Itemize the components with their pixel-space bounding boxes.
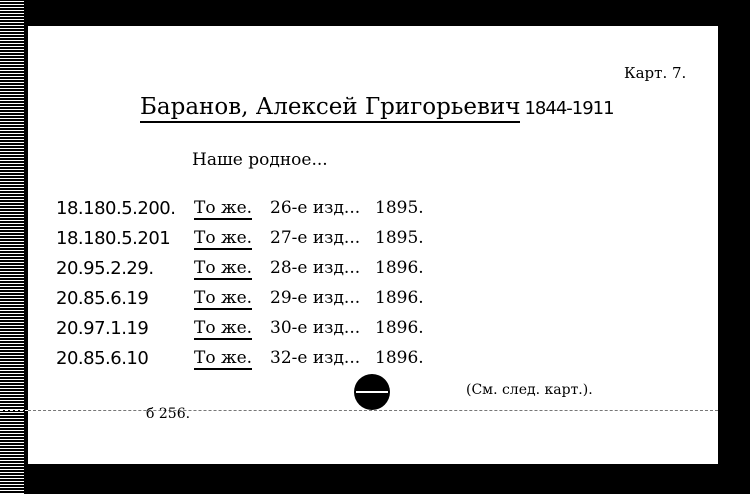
dashed-guide-line: [28, 410, 718, 411]
same-label: То же.: [194, 318, 253, 338]
card-number: Карт. 7.: [624, 64, 687, 82]
edition-year: 1896.: [375, 348, 424, 368]
author-years: 1844-1911: [524, 98, 614, 119]
shelf-mark: 20.85.6.19: [56, 288, 149, 309]
catalog-card: [28, 26, 718, 464]
same-label: То же.: [194, 348, 253, 368]
same-label: То же.: [194, 258, 253, 278]
edition-year: 1896.: [375, 258, 424, 278]
edition-label: 28-е изд...: [270, 258, 361, 278]
work-title: Наше родное...: [192, 150, 328, 170]
scan-edge-strip: [0, 0, 24, 494]
edition-label: 27-е изд...: [270, 228, 361, 248]
same-label: То же.: [194, 228, 253, 248]
shelf-mark: 18.180.5.200.: [56, 198, 176, 219]
shelf-mark: 20.97.1.19: [56, 318, 149, 339]
scan-edge-dash: [0, 410, 28, 411]
edition-label: 26-е изд...: [270, 198, 361, 218]
card-corner-shadow: [723, 26, 748, 54]
same-label: То же.: [194, 288, 253, 308]
shelf-mark: 18.180.5.201: [56, 228, 171, 249]
author-name: Баранов, Алексей Григорьевич: [140, 94, 520, 123]
see-next-card-note: (См. след. карт.).: [466, 382, 593, 398]
inventory-number: б 256.: [146, 406, 191, 422]
edition-label: 29-е изд...: [270, 288, 361, 308]
shelf-mark: 20.85.6.10: [56, 348, 149, 369]
same-label: То же.: [194, 198, 253, 218]
edition-year: 1896.: [375, 318, 424, 338]
author-heading: [140, 94, 614, 120]
edition-year: 1896.: [375, 288, 424, 308]
edition-year: 1895.: [375, 198, 424, 218]
edition-year: 1895.: [375, 228, 424, 248]
edition-label: 32-е изд...: [270, 348, 361, 368]
card-punch-hole: [354, 374, 390, 410]
edition-label: 30-е изд...: [270, 318, 361, 338]
shelf-mark: 20.95.2.29.: [56, 258, 154, 279]
